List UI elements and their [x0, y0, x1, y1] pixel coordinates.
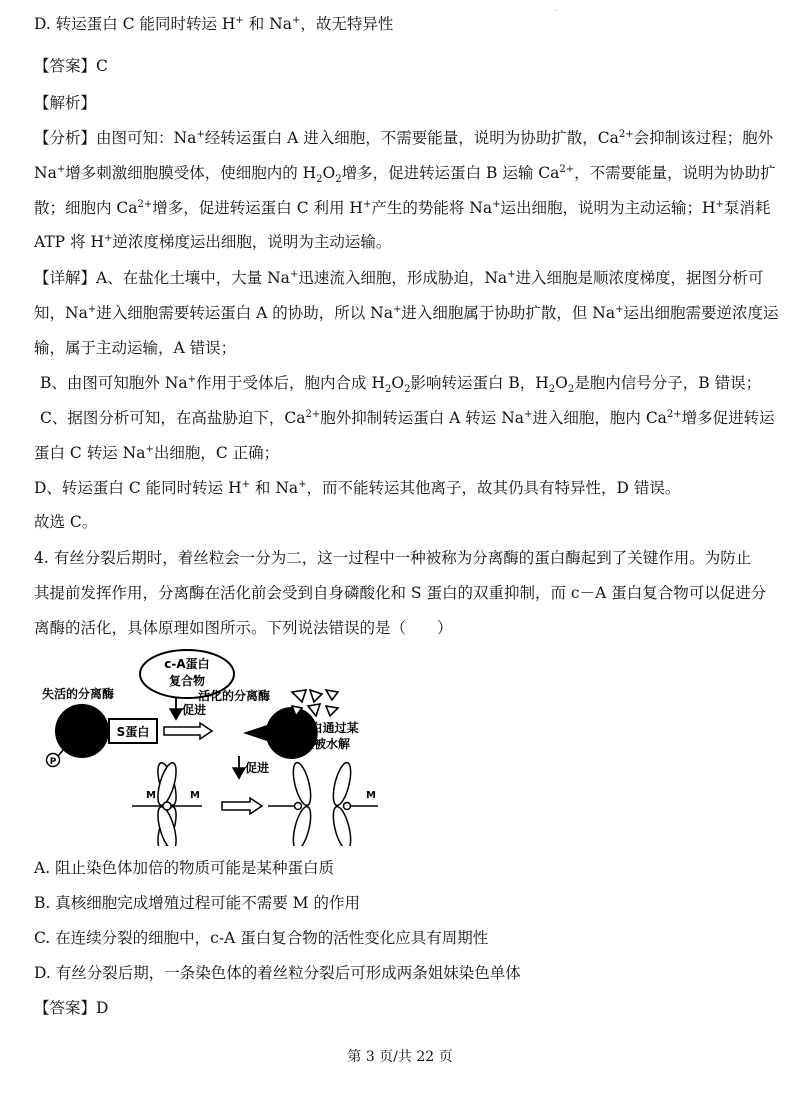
option-a: A. 阻止染色体加倍的物质可能是某种蛋白质 [34, 859, 335, 877]
xiangjie-line-8: 故选 C。 [34, 513, 98, 531]
xiangjie-line-2: 知，Na+进入细胞需要转运蛋白 A 的协助，所以 Na+进入细胞属于协助扩散，但 Na+运出细胞需要逆浓度运 [34, 303, 779, 322]
chromosome-before [132, 761, 202, 846]
q4-stem-2: 其提前发挥作用，分离酶在活化前会受到自身磷酸化和 S 蛋白的双重抑制，而 c－A 蛋白复合物可以促进分 [34, 584, 767, 602]
chromatid-left [268, 761, 314, 846]
fenxi-line-3: 散；细胞内 $Ca^{2+}$增多，促进转运蛋白 C 利用 H+产生的势能将 Na+运出细胞，说明为主动运输；H+泵消耗 [34, 198, 771, 217]
xiangjie-line-5: C、据图分析可知，在高盐胁迫下，$Ca^{2+}$胞外抑制转运蛋白 A 转运 Na+进入细胞，胞内 $Ca^{2+}$增多促进转运 [40, 408, 775, 427]
option-b: B. 真核细胞完成增殖过程可能不需要 M 的作用 [34, 894, 360, 912]
xiangjie-line-3: 输，属于主动运输，A 错误； [34, 339, 237, 357]
option-d: D. 有丝分裂后期，一条染色体的着丝粒分裂后可形成两条姐妹染色单体 [34, 964, 521, 982]
xiangjie-line-7: D、转运蛋白 C 能同时转运 H+ 和 Na+，而不能转运其他离子，故其仍具有特异性，D 错误。 [34, 478, 681, 497]
hydrolysis-label-1: S蛋白通过某 [290, 721, 359, 735]
m-label-3: M [366, 790, 376, 801]
header-mark: · [555, 6, 558, 15]
active-label: 活化的分离酶 [198, 689, 271, 703]
hydrolysis-label-2: 途径被水解 [290, 737, 351, 751]
xiangjie-line-1: 【详解】A、在盐化土壤中，大量 Na+迅速流入细胞，形成胁迫，Na+进入细胞是顺浓度梯度，据图分析可 [34, 268, 764, 287]
transition-arrow-1 [164, 723, 212, 739]
promote-label-2: 促进 [245, 761, 270, 775]
m-label-2: M [190, 790, 200, 801]
page-footer: 第 3 页/共 22 页 [347, 1049, 453, 1065]
q4-stem-1: 4. 有丝分裂后期时，着丝粒会一分为二，这一过程中一种被称为分离酶的蛋白酶起到了关键作用。为防止 [34, 549, 752, 567]
s-protein-label: S蛋白 [116, 725, 150, 739]
prev-answer: 【答案】C [34, 57, 108, 75]
fenxi-line-1: 【分析】由图可知：Na+经转运蛋白 A 进入细胞，不需要能量，说明为协助扩散，$Ca^{2+}$会抑制该过程；胞外 [34, 128, 774, 147]
complex-label-2: 复合物 [168, 674, 206, 688]
s-protein-fragments [292, 690, 338, 716]
analysis-label: 【解析】 [34, 94, 97, 112]
inactive-label: 失活的分离酶 [42, 687, 115, 701]
fenxi-line-2: Na+增多刺激细胞膜受体，使细胞内的 $H_2O_2$增多，促进转运蛋白 B 运输 $Ca^{2+}$，不需要能量，说明为协助扩 [34, 163, 776, 186]
fenxi-line-4: ATP 将 H+逆浓度梯度运出细胞，说明为主动运输。 [34, 232, 392, 251]
promote-label-1: 促进 [182, 703, 207, 717]
q4-answer: 【答案】D [34, 999, 109, 1017]
separase-activation-figure [40, 646, 420, 846]
q4-stem-3: 离酶的活化，具体原理如图所示。下列说法错误的是（ ） [34, 619, 453, 637]
phosphate-label: P [49, 757, 57, 767]
option-c: C. 在连续分裂的细胞中，c-A 蛋白复合物的活性变化应具有周期性 [34, 929, 489, 947]
prev-option-d: D. 转运蛋白 C 能同时转运 H+ 和 Na+，故无特异性 [34, 14, 394, 33]
chromatid-right [330, 761, 378, 846]
xiangjie-line-4: B、由图可知胞外 Na+作用于受体后，胞内合成 $H_2O_2$影响转运蛋白 B，$H_2O_2$是胞内信号分子，B 错误； [40, 373, 762, 396]
transition-arrow-2 [222, 798, 262, 814]
m-label-1: M [146, 790, 156, 801]
xiangjie-line-6: 蛋白 C 转运 Na+出细胞，C 正确； [34, 443, 280, 462]
complex-label-1: c-A蛋白 [164, 657, 210, 671]
